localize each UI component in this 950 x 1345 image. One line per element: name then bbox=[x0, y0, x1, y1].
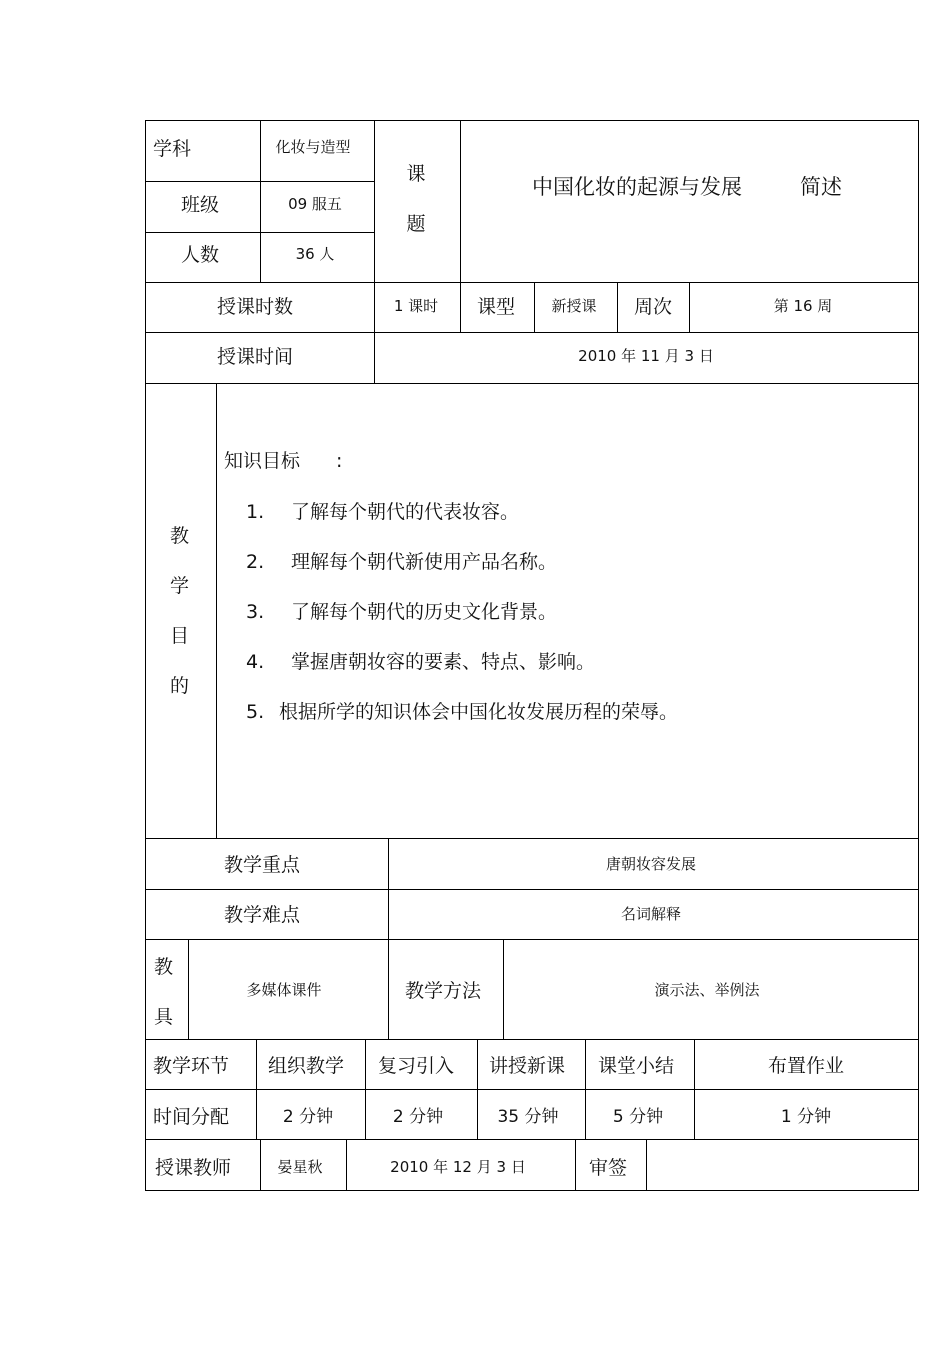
table-rule bbox=[388, 838, 389, 1039]
difficulty-value: 名词解释 bbox=[620, 905, 682, 923]
time-value: 2010 年 11 月 3 日 bbox=[578, 347, 714, 365]
review-label: 审签 bbox=[589, 1157, 628, 1179]
table-rule bbox=[145, 282, 919, 283]
topic-label-bottom: 题 bbox=[406, 213, 426, 235]
objectives-side-label: 的 bbox=[170, 675, 190, 697]
week-label: 周次 bbox=[633, 296, 673, 318]
table-rule bbox=[617, 282, 618, 332]
key-point-label: 教学重点 bbox=[223, 854, 301, 876]
objective-number: 5. bbox=[246, 701, 265, 723]
stage-name: 布置作业 bbox=[767, 1055, 845, 1077]
table-rule bbox=[188, 939, 189, 1039]
table-border-right bbox=[918, 120, 919, 1191]
stage-time: 35 分钟 bbox=[497, 1107, 559, 1127]
table-rule bbox=[145, 1139, 919, 1140]
teacher-label: 授课教师 bbox=[155, 1157, 232, 1179]
table-rule bbox=[346, 1139, 347, 1190]
table-rule bbox=[260, 1139, 261, 1190]
objective-number: 4. bbox=[246, 651, 265, 673]
table-rule bbox=[145, 889, 919, 890]
table-rule bbox=[646, 1139, 647, 1190]
stage-name: 组织教学 bbox=[267, 1055, 345, 1077]
objectives-side-label: 目 bbox=[170, 625, 190, 647]
stage-time: 5 分钟 bbox=[612, 1107, 664, 1127]
table-border-left bbox=[145, 120, 146, 1191]
key-point-value: 唐朝妆容发展 bbox=[605, 855, 697, 873]
table-rule bbox=[260, 120, 261, 282]
table-rule bbox=[694, 1039, 695, 1139]
topic-title-suffix: 简述 bbox=[800, 175, 842, 199]
time-label: 授课时间 bbox=[216, 346, 294, 368]
stages-row-label: 教学环节 bbox=[153, 1055, 230, 1077]
teacher-date: 2010 年 12 月 3 日 bbox=[390, 1158, 526, 1176]
time-allocation-label: 时间分配 bbox=[153, 1106, 230, 1128]
objective-text: 掌握唐朝妆容的要素、特点、影响。 bbox=[291, 651, 596, 673]
table-rule bbox=[477, 1039, 478, 1139]
objective-text: 了解每个朝代的代表妆容。 bbox=[291, 501, 520, 523]
table-rule bbox=[145, 1039, 919, 1040]
objectives-heading-colon: : bbox=[336, 450, 343, 472]
topic-label-top: 课 bbox=[406, 163, 426, 185]
stage-time: 1 分钟 bbox=[780, 1107, 832, 1127]
objectives-heading: 知识目标 bbox=[224, 450, 301, 472]
stage-name: 课堂小结 bbox=[597, 1055, 675, 1077]
class-label: 班级 bbox=[180, 194, 220, 216]
table-border-bottom bbox=[145, 1190, 919, 1191]
table-rule bbox=[145, 332, 919, 333]
type-label: 课型 bbox=[476, 296, 516, 318]
table-rule bbox=[365, 1039, 366, 1139]
table-rule bbox=[256, 1039, 257, 1139]
subject-label: 学科 bbox=[153, 138, 192, 160]
tools-label-bottom: 具 bbox=[154, 1006, 174, 1028]
topic-title: 中国化妆的起源与发展 bbox=[532, 175, 742, 199]
count-value: 36 人 bbox=[295, 245, 335, 263]
table-rule bbox=[585, 1039, 586, 1139]
table-rule bbox=[534, 282, 535, 332]
table-rule bbox=[145, 383, 919, 384]
hours-value: 1 课时 bbox=[393, 297, 439, 315]
objective-number: 1. bbox=[246, 501, 265, 523]
objective-text: 了解每个朝代的历史文化背景。 bbox=[291, 601, 558, 623]
subject-value: 化妆与造型 bbox=[275, 138, 351, 156]
difficulty-label: 教学难点 bbox=[223, 904, 301, 926]
stage-name: 讲授新课 bbox=[488, 1055, 566, 1077]
objective-number: 2. bbox=[246, 551, 265, 573]
stage-time: 2 分钟 bbox=[392, 1107, 444, 1127]
table-rule bbox=[575, 1139, 576, 1190]
objective-text: 根据所学的知识体会中国化妆发展历程的荣辱。 bbox=[279, 701, 679, 723]
tools-label-top: 教 bbox=[154, 956, 174, 978]
table-rule bbox=[374, 120, 375, 383]
count-label: 人数 bbox=[180, 244, 220, 266]
table-border-top bbox=[145, 120, 919, 121]
tools-value: 多媒体课件 bbox=[246, 981, 322, 999]
method-value: 演示法、举例法 bbox=[654, 981, 760, 999]
stage-name: 复习引入 bbox=[377, 1055, 455, 1077]
table-rule bbox=[216, 383, 217, 838]
table-rule bbox=[145, 939, 919, 940]
method-label: 教学方法 bbox=[404, 980, 482, 1002]
objective-text: 理解每个朝代新使用产品名称。 bbox=[291, 551, 558, 573]
hours-label: 授课时数 bbox=[216, 296, 294, 318]
stage-time: 2 分钟 bbox=[282, 1107, 334, 1127]
table-rule bbox=[460, 120, 461, 332]
class-value: 09 服五 bbox=[288, 195, 342, 213]
type-value: 新授课 bbox=[551, 297, 597, 315]
teacher-value: 晏星秋 bbox=[277, 1158, 323, 1176]
table-rule bbox=[503, 939, 504, 1039]
objectives-side-label: 教 bbox=[170, 525, 190, 547]
table-rule bbox=[689, 282, 690, 332]
table-rule bbox=[145, 838, 919, 839]
objective-number: 3. bbox=[246, 601, 265, 623]
week-value: 第 16 周 bbox=[773, 297, 833, 315]
table-rule bbox=[145, 1089, 919, 1090]
objectives-side-label: 学 bbox=[170, 575, 190, 597]
